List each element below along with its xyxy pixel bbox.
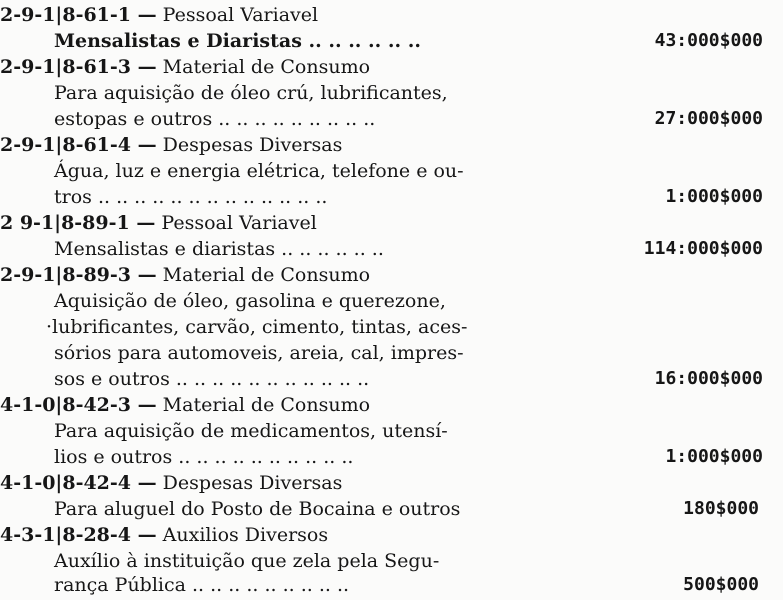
entry-code: 4-1-0|8-42-3 — [0, 394, 157, 416]
entry-header [0, 470, 783, 496]
entry-desc-line: tros .. .. .. .. .. .. .. .. .. .. .. .. .. [54, 186, 328, 208]
entry-description [0, 80, 783, 106]
entry-desc-line: Mensalistas e diaristas .. .. .. .. .. .. [54, 238, 384, 260]
entry-header [0, 54, 783, 80]
entry-code: 2-9-1|8-61-4 — [0, 134, 157, 156]
entry-description [0, 366, 783, 392]
entry-amount: 43:000$000 [654, 30, 763, 51]
entry-title: Pessoal Variavel [161, 212, 317, 234]
entry-amount: 114:000$000 [643, 238, 763, 259]
entry-description [0, 28, 783, 54]
entry-description [0, 444, 783, 470]
entry-amount: 16:000$000 [654, 368, 763, 389]
entry-description [0, 314, 783, 340]
entry-desc-line: Mensalistas e Diaristas .. .. .. .. .. .. [54, 30, 421, 52]
entry-code: 2-9-1|8-61-1 — [0, 4, 157, 26]
entry-amount: 27:000$000 [654, 108, 763, 129]
entry-desc-line: ·lubrificantes, carvão, cimento, tintas, aces- [46, 316, 468, 338]
entry-code: 2 9-1|8-89-1 — [0, 212, 156, 234]
entry-description [0, 572, 783, 598]
entry-description [0, 158, 783, 184]
entry-description [0, 106, 783, 132]
entry-code: 2-9-1|8-89-3 — [0, 264, 157, 286]
entry-title: Pessoal Variavel [162, 4, 319, 26]
entry-header [0, 392, 783, 418]
entry-amount: 180$000 [683, 498, 759, 519]
entry-desc-line: Para aquisição de medicamentos, utensí- [54, 420, 448, 442]
entry-description [0, 288, 783, 314]
entry-description [0, 184, 783, 210]
entry-desc-line: Água, luz e energia elétrica, telefone e ou- [54, 160, 464, 182]
entry-desc-line: lios e outros .. .. .. .. .. .. .. .. .. .. [54, 446, 354, 468]
entry-desc-line: sos e outros .. .. .. .. .. .. .. .. .. .. .. [54, 368, 370, 390]
entry-header [0, 2, 783, 28]
entry-title: Despesas Diversas [162, 134, 343, 156]
entry-code: 2-9-1|8-61-3 — [0, 56, 157, 78]
entry-description [0, 340, 783, 366]
entry-title: Auxilios Diversos [162, 524, 329, 546]
entry-description [0, 236, 783, 262]
entry-desc-line: Aquisição de óleo, gasolina e querezone, [54, 290, 446, 312]
entry-header [0, 132, 783, 158]
entry-description [0, 418, 783, 444]
entry-desc-line: Para aluguel do Posto de Bocaina e outros [54, 498, 461, 520]
entry-title: Material de Consumo [162, 264, 371, 286]
entry-code: 4-3-1|8-28-4 — [0, 524, 157, 546]
entry-desc-line: estopas e outros .. .. .. .. .. .. .. .. .. [54, 108, 376, 130]
entry-desc-line: rança Pública .. .. .. .. .. .. .. .. .. [54, 574, 350, 596]
entry-title: Material de Consumo [162, 56, 371, 78]
entry-amount: 500$000 [683, 574, 759, 595]
entry-header [0, 262, 783, 288]
entry-header [0, 210, 783, 236]
entry-desc-line: Auxílio à instituição que zela pela Segu- [54, 550, 440, 572]
entry-description [0, 548, 783, 574]
entry-amount: 1:000$000 [665, 446, 763, 467]
entry-desc-line: sórios para automoveis, areia, cal, impres- [54, 342, 464, 364]
entry-code: 4-1-0|8-42-4 — [0, 472, 157, 494]
entry-description [0, 496, 783, 522]
entry-desc-line: Para aquisição de óleo crú, lubrificantes, [54, 82, 448, 104]
entry-title: Despesas Diversas [162, 472, 343, 494]
entry-amount: 1:000$000 [665, 186, 763, 207]
entry-header [0, 522, 783, 548]
entry-title: Material de Consumo [162, 394, 371, 416]
